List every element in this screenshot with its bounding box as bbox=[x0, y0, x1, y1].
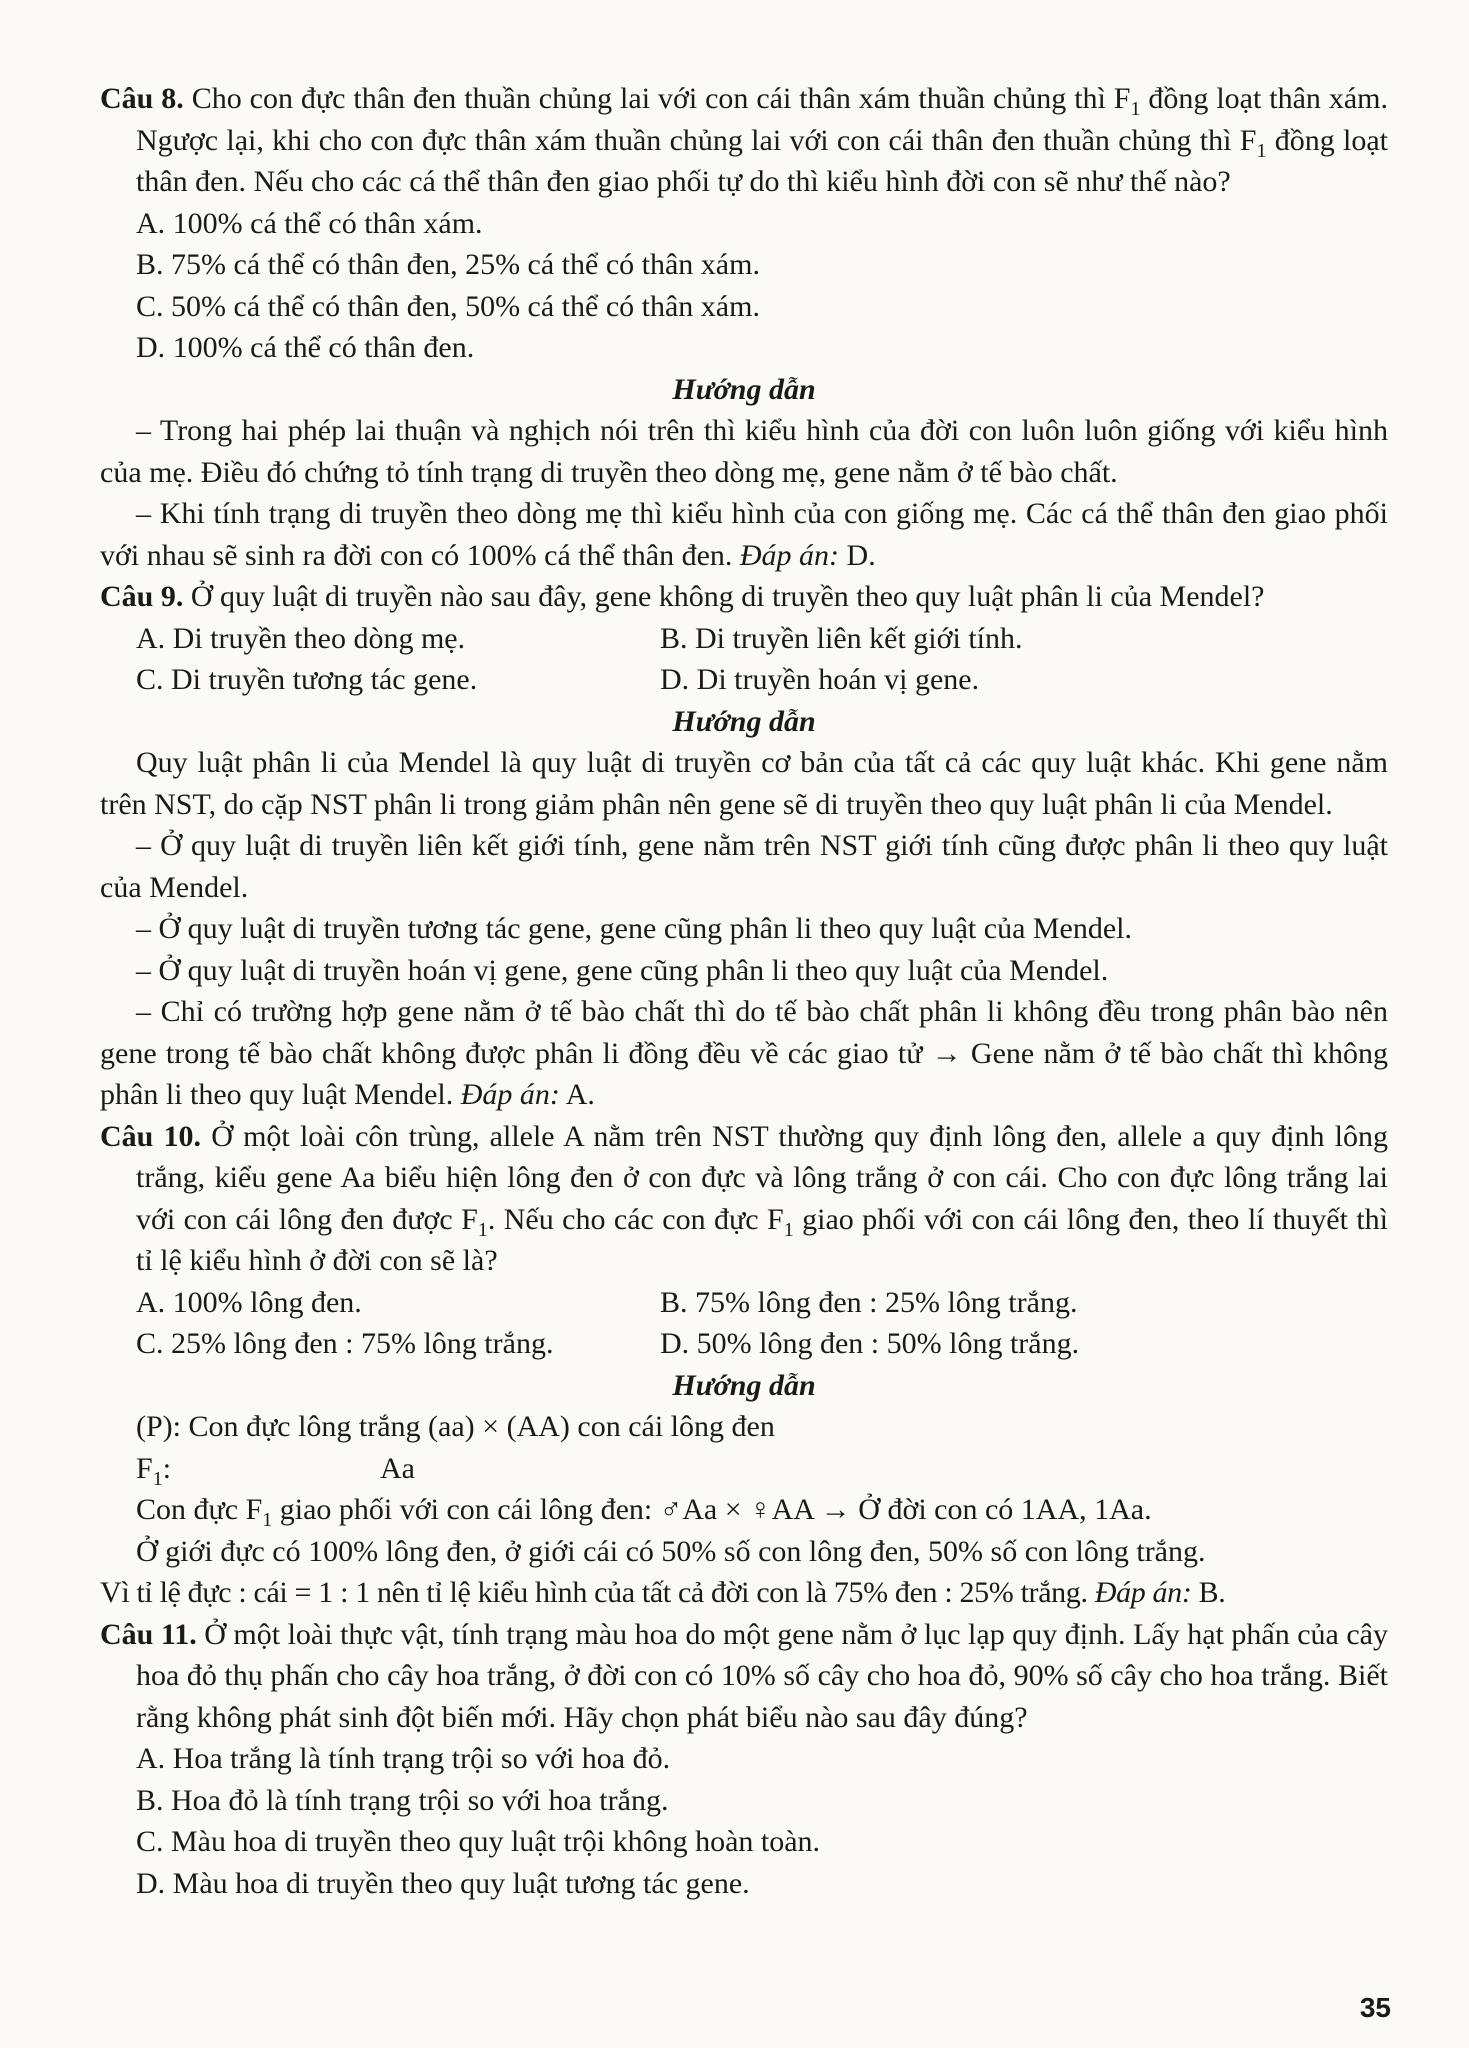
answer-value: D. bbox=[839, 538, 876, 572]
options-row bbox=[100, 659, 1388, 701]
question-label: Câu 10. bbox=[100, 1119, 202, 1153]
guide-heading: Hướng dẫn bbox=[672, 372, 816, 406]
guide-heading: Hướng dẫn bbox=[672, 1368, 816, 1402]
option-b: B. Di truyền liên kết giới tính. bbox=[660, 621, 1023, 655]
question-11: Câu 11. Ở một loài thực vật, tính trạng màu hoa do một gene nằm ở lục lạp quy định. Lấy hạt phấn của cây hoa đỏ thụ phấn cho cây hoa trắng, ở đời con có 10% số cây cho hoa đỏ, 90% số cây cho hoa trắng. Biết rằng không phát sinh đột biến mới. Hãy chọn phát biểu nào sau đây đúng? bbox=[100, 1617, 1388, 1734]
question-10: Câu 10. Ở một loài côn trùng, allele A nằm trên NST thường quy định lông đen, allele a quy định lông trắng, kiểu gene Aa biểu hiện lông đen ở con đực và lông trắng ở con cái. Cho con đực lông trắng lai với con cái lông đen được $F_1$. Nếu cho các con đực $F_1$ giao phối với con cái lông đen, theo lí thuyết thì tỉ lệ kiểu hình ở đời con sẽ là? bbox=[100, 1119, 1389, 1277]
options-row bbox=[100, 1282, 1388, 1324]
answer-value: B. bbox=[1191, 1576, 1226, 1609]
guide-paragraph: – Trong hai phép lai thuận và nghịch nói trên thì kiểu hình của đời con luôn luôn giống với kiểu hình của mẹ. Điều đó chứng tỏ tính trạng di truyền theo dòng mẹ, gene nằm ở tế bào chất. bbox=[100, 414, 1388, 489]
guide-paragraph: Vì tỉ lệ đực : cái = 1 : 1 nên tỉ lệ kiểu hình của tất cả đời con là 75% đen : 25% trắng. Đáp án: B. bbox=[100, 1576, 1226, 1609]
options-row bbox=[100, 1323, 1388, 1365]
option-d: D. Di truyền hoán vị gene. bbox=[660, 663, 980, 696]
answer-value: A. bbox=[559, 1078, 595, 1111]
option-d: D. 50% lông đen : 50% lông trắng. bbox=[660, 1327, 1080, 1360]
question-9: Câu 9. Ở quy luật di truyền nào sau đây, gene không di truyền theo quy luật phân li của Mendel? bbox=[100, 580, 1265, 613]
guide-paragraph: – Ở quy luật di truyền tương tác gene, gene cũng phân li theo quy luật của Mendel. bbox=[136, 912, 1133, 945]
answer-label: Đáp án: bbox=[1094, 1576, 1192, 1609]
option-c: C. 25% lông đen : 75% lông trắng. bbox=[136, 1327, 554, 1360]
guide-paragraph: – Khi tính trạng di truyền theo dòng mẹ thì kiểu hình của con giống mẹ. Các cá thể thân đen giao phối với nhau sẽ sinh ra đời con có 100% cá thể thân đen. Đáp án: D. bbox=[100, 497, 1388, 572]
option-b: B. 75% lông đen : 25% lông trắng. bbox=[660, 1285, 1078, 1319]
option-d: D. Màu hoa di truyền theo quy luật tương tác gene. bbox=[136, 1866, 750, 1900]
option-a: A. Di truyền theo dòng mẹ. bbox=[136, 621, 466, 655]
guide-paragraph: Quy luật phân li của Mendel là quy luật di truyền cơ bản của tất cả các quy luật khác. Khi gene nằm trên NST, do cặp NST phân li trong giảm phân nên gene sẽ di truyền theo quy luật phân li của Mendel. bbox=[100, 746, 1388, 821]
option-d: D. 100% cá thể có thân đen. bbox=[136, 331, 475, 364]
question-label: Câu 9. bbox=[100, 580, 184, 613]
option-a: A. Hoa trắng là tính trạng trội so với hoa đỏ. bbox=[136, 1742, 671, 1775]
guide-paragraph: Ở giới đực có 100% lông đen, ở giới cái có 50% số con lông đen, 50% số con lông trắng. bbox=[136, 1534, 1206, 1568]
question-label: Câu 8. bbox=[100, 82, 184, 115]
question-label: Câu 11. bbox=[100, 1617, 197, 1651]
option-c: C. Màu hoa di truyền theo quy luật trội không hoàn toàn. bbox=[136, 1825, 821, 1858]
option-c: C. Di truyền tương tác gene. bbox=[136, 663, 478, 696]
document-page bbox=[100, 78, 1388, 1904]
question-8: Câu 8. Cho con đực thân đen thuần chủng lai với con cái thân xám thuần chủng thì $F_1$ đồng loạt thân xám. Ngược lại, khi cho con đực thân xám thuần chủng lai với con cái thân đen thuần chủng thì $F_1$ đồng loạt thân đen. Nếu cho các cá thể thân đen giao phối tự do thì kiểu hình đời con sẽ như thế nào? bbox=[100, 82, 1388, 198]
option-a: A. 100% cá thể có thân xám. bbox=[136, 206, 483, 240]
page-number: 35 bbox=[1359, 1992, 1391, 2023]
guide-heading: Hướng dẫn bbox=[672, 704, 816, 738]
option-c: C. 50% cá thể có thân đen, 50% cá thể có thân xám. bbox=[136, 289, 760, 323]
answer-label: Đáp án: bbox=[460, 1078, 560, 1111]
cross-line: Con đực $F_1$ giao phối với con cái lông đen: ♂Aa × ♀AA → Ở đời con có 1AA, 1Aa. bbox=[136, 1493, 1152, 1531]
answer-label: Đáp án: bbox=[739, 538, 840, 572]
guide-paragraph: – Chỉ có trường hợp gene nằm ở tế bào chất thì do tế bào chất phân li không đều trong phân bào nên gene trong tế bào chất không được phân li đồng đều về các giao tử → Gene nằm ở tế bào chất thì không phân li theo quy luật Mendel. Đáp án: A. bbox=[100, 995, 1388, 1111]
guide-paragraph: – Ở quy luật di truyền liên kết giới tính, gene nằm trên NST giới tính cũng được phân li theo quy luật của Mendel. bbox=[100, 829, 1388, 904]
options-row bbox=[100, 618, 1388, 660]
option-b: B. 75% cá thể có thân đen, 25% cá thể có thân xám. bbox=[136, 248, 760, 281]
option-b: B. Hoa đỏ là tính trạng trội so với hoa trắng. bbox=[136, 1783, 669, 1817]
guide-paragraph: – Ở quy luật di truyền hoán vị gene, gene cũng phân li theo quy luật của Mendel. bbox=[136, 953, 1109, 987]
parent-cross-line: (P): Con đực lông trắng (aa) × (AA) con cái lông đen bbox=[136, 1410, 775, 1443]
f1-line: $F_1$: Aa bbox=[100, 1448, 1388, 1490]
f1-genotype: Aa bbox=[380, 1451, 415, 1485]
option-a: A. 100% lông đen. bbox=[136, 1285, 362, 1319]
